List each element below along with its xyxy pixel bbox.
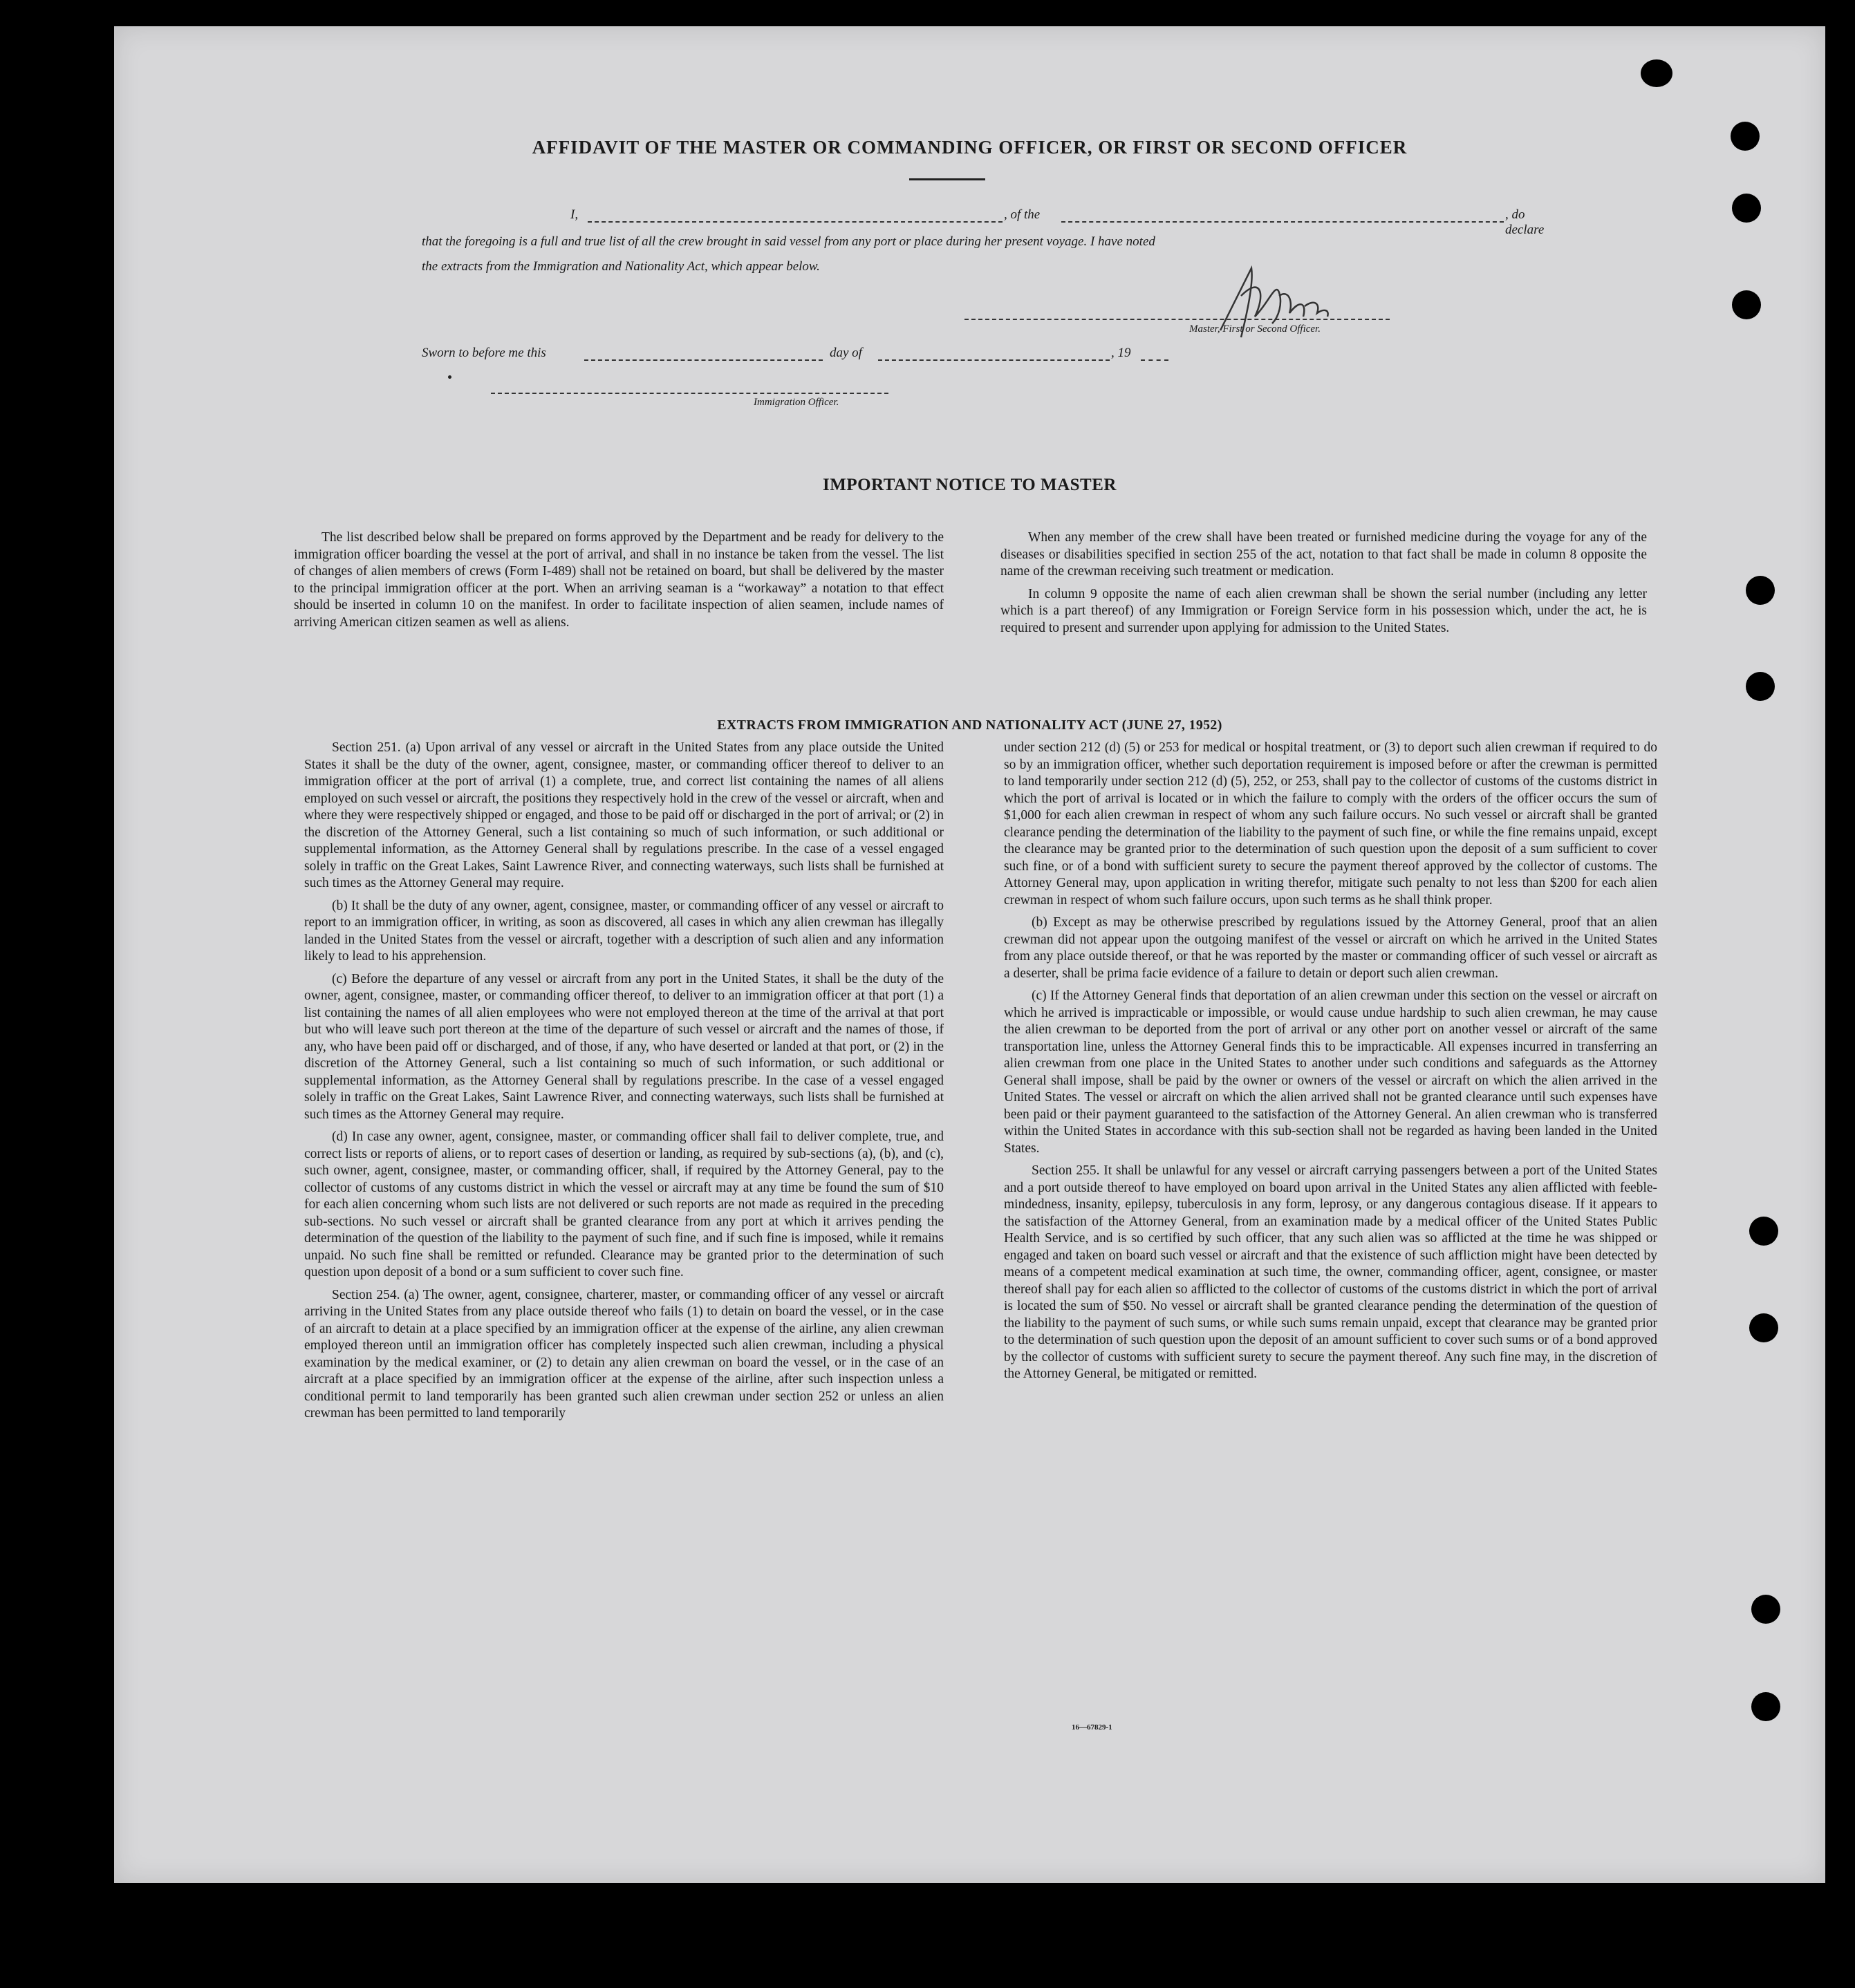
sworn-year-field[interactable] — [1141, 350, 1168, 361]
speck — [448, 375, 451, 379]
do-declare-label: , do declare — [1505, 207, 1545, 237]
title-underline — [909, 178, 985, 180]
punch-hole — [1749, 1217, 1778, 1246]
punch-hole — [1641, 59, 1672, 87]
punch-hole — [1751, 1595, 1780, 1624]
extracts-left-column — [304, 740, 944, 1428]
section-254-a: Section 254. (a) The owner, agent, consignee, charterer, master, or commanding officer of any vessel or aircraft arriving in the United States from any place outside thereof who fails (1) to detain on board the vessel, or in the case of an aircraft to detain at a place specified by an immigration officer at the expense of the airline, any alien crewman employed thereon until an immigration officer has completely inspected such alien crewman, including a physical examination by the medical examiner, or (2) to detain any alien crewman on board the vessel, or in the case of an aircraft at a place specified by an immigration officer at the expense of the airline, after such inspection unless a conditional permit to land temporarily has been granted such alien crewman under section 252 or unless an alien crewman has been permitted to land temporarily — [304, 1287, 944, 1420]
sworn-month-field[interactable] — [878, 350, 1110, 361]
name-field[interactable] — [588, 212, 1003, 223]
i-label: I, — [570, 207, 579, 222]
sworn-line — [422, 346, 1514, 366]
notice-right-column — [1000, 529, 1647, 642]
extracts-title: EXTRACTS FROM IMMIGRATION AND NATIONALITY ACT (JUNE 27, 1952) — [717, 718, 1222, 733]
punch-hole — [1749, 1313, 1778, 1342]
punch-hole — [1746, 672, 1775, 701]
section-255: Section 255. It shall be unlawful for any vessel or aircraft carrying passengers between a port of the United States and a port outside thereof to have employed on board upon arrival in the United States any alien afflicted with feeble-mindedness, insanity, epilepsy, tuberculosis in any form, leprosy, or any dangerous contagious disease. If it appears to the satisfaction of the Attorney General, from an examination made by a medical officer of the United States Public Health Service, and is so certified by such officer, that any such alien was so afflicted at the time he was shipped or engaged and taken on board such vessel or aircraft and that the existence of such affliction might have been detected by means of a competent medical examination at such time, the owner, commanding officer, agent, consignee, or master thereof shall pay for each alien so afflicted to the collector of customs of the customs district in which the port of arrival is located the sum of $50. No vessel or aircraft shall be granted clearance pending the determination of the question of the liability to the payment of such sums, or while such sums remain unpaid, except that clearance may be granted prior to the determination of such question upon the deposit of an amount sufficient to cover such sums or of a bond approved by the collector of customs with sufficient surety to secure the payment thereof. Any such fine may, in the discretion of the Attorney General, be mitigated or remitted. — [1004, 1163, 1657, 1381]
officer-caption: Immigration Officer. — [754, 397, 839, 408]
master-signature-line[interactable] — [964, 319, 1390, 320]
punch-hole — [1732, 194, 1761, 223]
notice-left-paragraph: The list described below shall be prepared on forms approved by the Department and be ready for delivery to the immigration officer boarding the vessel at the port of arrival, and shall in no instance be taken from the vessel. The list of changes of alien members of crews (Form I-489) shall not be retained on board, but shall be delivered by the master to the principal immigration officer at the port. When an arriving seaman is a “workaway” a notation to that effect should be inserted in column 10 on the manifest. In order to facilitate inspection of alien seamen, include names of arriving American citizen seamen as well as aliens. — [294, 530, 944, 630]
statement-line-2: the extracts from the Immigration and Nationality Act, which appear below. — [422, 259, 820, 274]
officer-signature-line[interactable] — [491, 393, 888, 394]
master-caption: Master, First or Second Officer. — [1189, 323, 1321, 335]
punch-hole — [1751, 1692, 1780, 1721]
section-254-a-continued: under section 212 (d) (5) or 253 for medical or hospital treatment, or (3) to deport such alien crewman if required to do so by an immigration officer, whether such deportation requirement is imposed before or after the crewman is permitted to land temporarily under section 212 (d) (5), 252, or 253, shall pay to the collector of customs of the customs district in which the port of arrival is located or in which the failure to comply with the orders of the officer occurs the sum of $1,000 for each alien crewman in respect of whom any such failure occurs. No such vessel or aircraft shall be granted clearance pending the determination of the liability to the payment of such fine, or while the fine remains unpaid, except the clearance may be granted prior to the determination of such question upon the deposit of a sum sufficient to cover such fine, or of a bond with sufficient surety to secure the payment thereof approved by the collector of customs. The Attorney General may, upon application in writing therefor, mitigate such penalty to not less than $200 for each alien crewman in respect of whom such failure occurs, upon such terms as he shall think proper. — [1004, 740, 1657, 908]
punch-hole — [1731, 122, 1760, 151]
document-page — [114, 26, 1825, 1883]
sworn-label: Sworn to before me this — [422, 346, 546, 360]
year-label: , 19 — [1111, 346, 1131, 360]
declaration-line — [422, 207, 1545, 237]
of-the-label: , of the — [1004, 207, 1041, 222]
notice-right-paragraph-1: When any member of the crew shall have been treated or furnished medicine during the voyage for any of the diseases or disabilities specified in section 255 of the act, notation to that fact shall be made in column 8 opposite the name of the crewman receiving such treatment or medication. — [1000, 530, 1647, 579]
notice-title: IMPORTANT NOTICE TO MASTER — [823, 476, 1117, 494]
punch-hole — [1732, 290, 1761, 319]
affidavit-title: AFFIDAVIT OF THE MASTER OR COMMANDING OFFICER, OR FIRST OR SECOND OFFICER — [532, 137, 1408, 158]
section-251-b: (b) It shall be the duty of any owner, agent, consignee, master, or commanding officer of any vessel or aircraft to report to an immigration officer, in writing, as soon as discovered, all cases in which any alien crewman has illegally landed in the United States from the vessel or aircraft, together with a description of such alien and any information likely to lead to his apprehension. — [304, 898, 944, 964]
section-251-a: Section 251. (a) Upon arrival of any vessel or aircraft in the United States from any place outside the United States it shall be the duty of the owner, agent, consignee, master, or commanding officer thereof to deliver to an immigration officer at the port of arrival (1) a complete, true, and correct list containing the names of all aliens employed on such vessel or aircraft, the positions they respectively hold in the crew of the vessel or aircraft, when and where they were respectively shipped or engaged, and those to be paid off or discharged in the port of arrival; or (2) in the discretion of the Attorney General, such a list containing so much of such information, or such additional or supplemental information, as the Attorney General shall by regulations prescribe. In the case of a vessel engaged solely in traffic on the Great Lakes, Saint Lawrence River, and connecting waterways, such lists shall be furnished at such times as the Attorney General may require. — [304, 740, 944, 890]
form-number: 16—67829-1 — [1072, 1723, 1112, 1732]
punch-hole — [1746, 576, 1775, 605]
section-254-c: (c) If the Attorney General finds that deportation of an alien crewman under this section on the vessel or aircraft on which he arrived is impracticable or impossible, or would cause undue hardship to such alien crewman, he may cause the alien crewman to be deported from the port of arrival or any other port on another vessel or aircraft of the same transportation line, unless the Attorney General finds this to be impracticable. All expenses incurred in transferring an alien crewman from one place in the United States to another under such conditions and safeguards as the Attorney General shall impose, shall be paid by the owner or owners of the vessel or aircraft on which the alien arrived in the United States. The vessel or aircraft on which the alien arrived shall not be granted clearance until such expenses have been paid or their payment guaranteed to the satisfaction of the Attorney General. An alien crewman who is transferred within the United States in accordance with this sub-section shall not be regarded as having been landed in the United States. — [1004, 988, 1657, 1156]
notice-left-column — [294, 529, 944, 637]
extracts-right-column — [1004, 740, 1657, 1389]
vessel-field[interactable] — [1061, 212, 1504, 223]
section-251-d: (d) In case any owner, agent, consignee, master, or commanding officer shall fail to deliver complete, true, and correct lists or reports of aliens, or to report cases of desertion or landing, as required by sub-sections (a), (b), and (c), such owner, agent, consignee, master, or commanding officer, shall, if required by the Attorney General, pay to the collector of customs of any customs district in which the vessel or aircraft may at any time be found the sum of $10 for each alien concerning whom such lists are not delivered or such reports are not made as required in the preceding sub-sections. No such vessel or aircraft shall be granted clearance from any port at which it arrives pending the determination of the question of the liability to the payment of such fine, and if such fine is imposed, while it remains unpaid. No such fine shall be remitted or refunded. Clearance may be granted prior to the determination of such question upon deposit of a bond or a sum sufficient to cover such fine. — [304, 1129, 944, 1279]
sworn-day-field[interactable] — [584, 350, 823, 361]
section-254-b: (b) Except as may be otherwise prescribed by regulations issued by the Attorney General, proof that an alien crewman did not appear upon the outgoing manifest of the vessel or aircraft on which he arrived in the United States from any place outside thereof, or that he was reported by the master or commanding officer of such vessel or aircraft as a deserter, shall be prima facie evidence of a failure to detain or deport such alien crewman. — [1004, 915, 1657, 981]
statement-line-1: that the foregoing is a full and true list of all the crew brought in said vessel from any port or place during her present voyage. I have noted — [422, 234, 1155, 249]
notice-right-paragraph-2: In column 9 opposite the name of each alien crewman shall be shown the serial number (including any letter which is a part thereof) of any Immigration or Foreign Service form in his possession which, under the act, he is required to present and surrender upon applying for admission to the United States. — [1000, 586, 1647, 635]
day-of-label: day of — [830, 346, 862, 360]
section-251-c: (c) Before the departure of any vessel or aircraft from any port in the United States, it shall be the duty of the owner, agent, consignee, master, or commanding officer thereof, to deliver to an immigration officer at that port (1) a list containing the names of all alien employees who were not employed thereon at the time of the arrival at that port but who will leave such port thereon at the time of the departure of such vessel or aircraft and the names of those, if any, who have been paid off or discharged, and of those, if any, who have deserted or landed at that port, or (2) in the discretion of the Attorney General, such a list containing so much of such information, or such additional or supplemental information, as the Attorney General shall by regulations prescribe. In the case of a vessel engaged solely in traffic on the Great Lakes, Saint Lawrence River, and connecting waterways, such lists shall be furnished at such times as the Attorney General may require. — [304, 971, 944, 1122]
